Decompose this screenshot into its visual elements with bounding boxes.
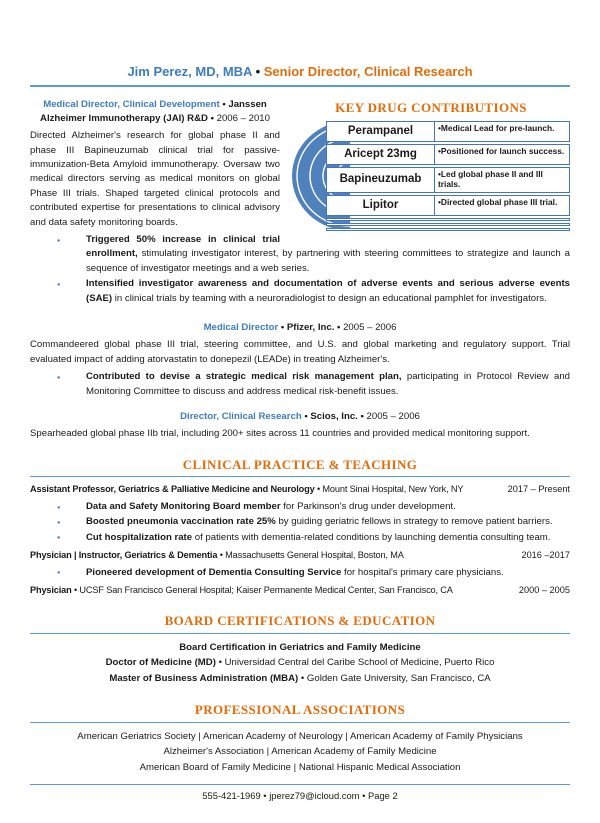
bullet-lead: Data and Safety Monitoring Board member: [86, 501, 281, 512]
bullet-text: stimulating investigator interest, by partnering with steering committees to strategize and launch a sequence of investigator meetings and a web series.: [86, 248, 570, 274]
job-dates: 2005 – 2006: [343, 321, 397, 333]
job-role: Director, Clinical Research: [180, 410, 302, 422]
board-line-lead: Doctor of Medicine (MD): [105, 657, 216, 669]
drug-name: Perampanel: [327, 122, 435, 141]
job-role: Medical Director: [203, 321, 279, 333]
job-company: • Pfizer, Inc. •: [278, 321, 344, 333]
board-line-lead: Master of Business Administration (MBA): [109, 673, 299, 685]
entry-dates: 2016 –2017: [521, 550, 570, 561]
drug-note: •Medical Lead for pre-launch.: [438, 123, 555, 133]
job-heading-pfizer: [30, 321, 570, 335]
section-scios: [30, 410, 570, 442]
entry-org: • Mount Sinai Hospital, New York, NY: [314, 484, 464, 495]
board-line-lead: Board Certification in Geriatrics and Family Medicine: [179, 641, 421, 653]
board-line-rest: • Universidad Central del Caribe School of Medicine, Puerto Rico: [215, 657, 495, 669]
board-line: [30, 640, 570, 656]
board-line: [30, 655, 570, 671]
bullet-item: [30, 515, 570, 529]
drug-note: •Directed global phase III trial.: [438, 196, 558, 207]
section-rule: [30, 633, 570, 634]
clinical-bullet-list: [30, 566, 570, 580]
entry-org: • UCSF San Francisco General Hospital; Kaiser Permanente Medical Center, San Francisco, CA: [71, 585, 453, 596]
person-name: Jim Perez, MD, MBA: [127, 64, 252, 79]
board-line-rest: • Golden Gate University, San Francisco, CA: [298, 673, 491, 685]
association-line: American Board of Family Medicine | National Hispanic Medical Association: [139, 762, 461, 774]
bullet-lead: Cut hospitalization rate: [86, 531, 193, 543]
person-title: Senior Director, Clinical Research: [263, 64, 473, 79]
drug-table-filler-row: [326, 218, 570, 221]
entry-title-org: [30, 549, 513, 563]
bullet-text: in clinical trials by teaming with a neuroradiologist to design an educational pamphlet for investigators.: [112, 292, 547, 304]
bullet-lead: Contributed to devise a strategic medical risk management plan,: [86, 371, 402, 383]
bullet-lead: Triggered 50% increase in clinical trial enrollment,: [86, 234, 280, 260]
section-rule: [30, 722, 570, 723]
footer-phone: 555-421-1969: [202, 790, 261, 802]
job-heading-scios: [30, 410, 570, 424]
bullet-text: participating in Protocol Review and Monitoring Committee to discuss and address medical risk-benefit issues.: [86, 371, 571, 397]
bullet-item: [30, 233, 570, 276]
bullet-item: [30, 531, 570, 545]
clinical-entry: [30, 549, 570, 563]
section-heading-board: BOARD CERTIFICATIONS & EDUCATION: [164, 613, 436, 629]
entry-title: Assistant Professor, Geriatrics & Palliative Medicine and Neurology: [30, 484, 315, 495]
bullet-lead: Boosted pneumonia vaccination rate 25%: [86, 516, 276, 528]
board-line: [30, 671, 570, 687]
job-company: • Janssen Alzheimer Immunotherapy (JAI) R&D •: [40, 98, 267, 124]
footer-separator: •: [260, 790, 270, 802]
pfizer-bullet-list: [30, 370, 570, 399]
clinical-entry: [30, 584, 570, 598]
job-summary-scios: Spearheaded global phase IIb trial, including 200+ sites across 11 countries and provided medical monitoring support.: [30, 428, 530, 440]
bullet-text: by guiding geriatric fellows in strategy to remove patient barriers.: [275, 516, 553, 528]
drug-table-row: [326, 144, 570, 165]
drug-name: Lipitor: [327, 196, 435, 215]
entry-org: • Massachusetts General Hospital, Boston, MA: [217, 550, 404, 561]
page-footer: [30, 789, 570, 803]
clinical-entry: [30, 483, 570, 497]
page-header: [30, 62, 570, 82]
drug-name: Aricept 23mg: [327, 145, 435, 164]
drug-note: •Led global phase II and III trials.: [438, 169, 543, 189]
section-janssen: [30, 98, 570, 310]
drug-table: [326, 121, 570, 231]
bullet-lead: Intensified investigator awareness and documentation of adverse events and serious adverse events (SAE): [86, 278, 570, 304]
association-line: Alzheimer's Association | American Academy of Family Medicine: [163, 746, 437, 758]
bullet-item: [30, 277, 570, 306]
janssen-bullet-list: [30, 233, 570, 306]
job-dates: 2006 – 2010: [216, 112, 270, 124]
drug-table-row: [326, 167, 570, 193]
drug-table-filler-row: [326, 228, 570, 231]
bullet-item: [30, 370, 570, 399]
footer-rule: [30, 784, 570, 785]
clinical-bullet-list: [30, 500, 570, 545]
entry-title: Physician: [30, 585, 72, 596]
footer-page-number: Page 2: [367, 790, 398, 802]
bullet-item: [30, 566, 570, 580]
drug-table-filler-row: [326, 223, 570, 226]
entry-title: Physician | Instructor, Geriatrics & Dementia: [30, 550, 218, 561]
job-summary-janssen: Directed Alzheimer's research for global phase II and phase III Bapineuzumab clinical trial for passive-immunization-Beta Amyloid immunotherapy. Oversaw two medical directors serving as medical monitors on global Phase III trials. Shaped targeted clinical protocols and contributed expertise for presentations to clinical advisory and data safety monitoring boards.: [30, 130, 280, 228]
section-rule: [30, 476, 570, 477]
drug-note: •Positioned for launch success.: [438, 146, 565, 156]
section-heading-clinical: CLINICAL PRACTICE & TEACHING: [182, 456, 418, 472]
section-heading-associations: PROFESSIONAL ASSOCIATIONS: [194, 702, 406, 718]
header-separator: •: [251, 64, 264, 79]
bullet-lead: Pioneered development of Dementia Consulting Service: [86, 566, 342, 578]
entry-dates: 2000 – 2005: [518, 585, 570, 596]
entry-dates: 2017 – Present: [507, 484, 570, 495]
footer-email: jperez79@icloud.com: [269, 790, 360, 802]
bullet-text: of patients with dementia-related conditions by launching dementia consulting team.: [192, 531, 551, 543]
bullet-text: for Parkinson's drug under development.: [280, 501, 456, 512]
drug-contributions-graphic: [292, 121, 570, 231]
board-lines: [30, 640, 570, 687]
association-line: American Geriatrics Society | American Academy of Neurology | American Academy of Family Physicians: [77, 730, 523, 742]
bullet-item: [30, 500, 570, 514]
footer-separator: •: [359, 790, 368, 802]
job-role: Medical Director, Clinical Development: [43, 98, 220, 110]
drug-contributions-title: KEY DRUG CONTRIBUTIONS: [335, 99, 527, 115]
entry-title-org: [30, 584, 511, 598]
drug-name: Bapineuzumab: [327, 168, 435, 192]
job-company: • Scios, Inc. •: [301, 410, 367, 422]
drug-table-row: [326, 195, 570, 216]
header-rule: [30, 85, 570, 87]
section-pfizer: [30, 321, 570, 399]
drug-contributions-panel: [292, 98, 570, 233]
association-lines: [30, 729, 570, 776]
job-dates: 2005 – 2006: [366, 410, 420, 422]
drug-table-row: [326, 121, 570, 142]
entry-title-org: [30, 483, 500, 497]
bullet-text: for hospital's primary care physicians.: [341, 566, 504, 578]
job-summary-pfizer: Commandeered global phase III trial, steering committee, and U.S. and global marketing and regulatory support. Trial evaluated impact of adding atorvastatin to donepezil (LEADe) in treating Alzheimer's.: [30, 339, 570, 365]
